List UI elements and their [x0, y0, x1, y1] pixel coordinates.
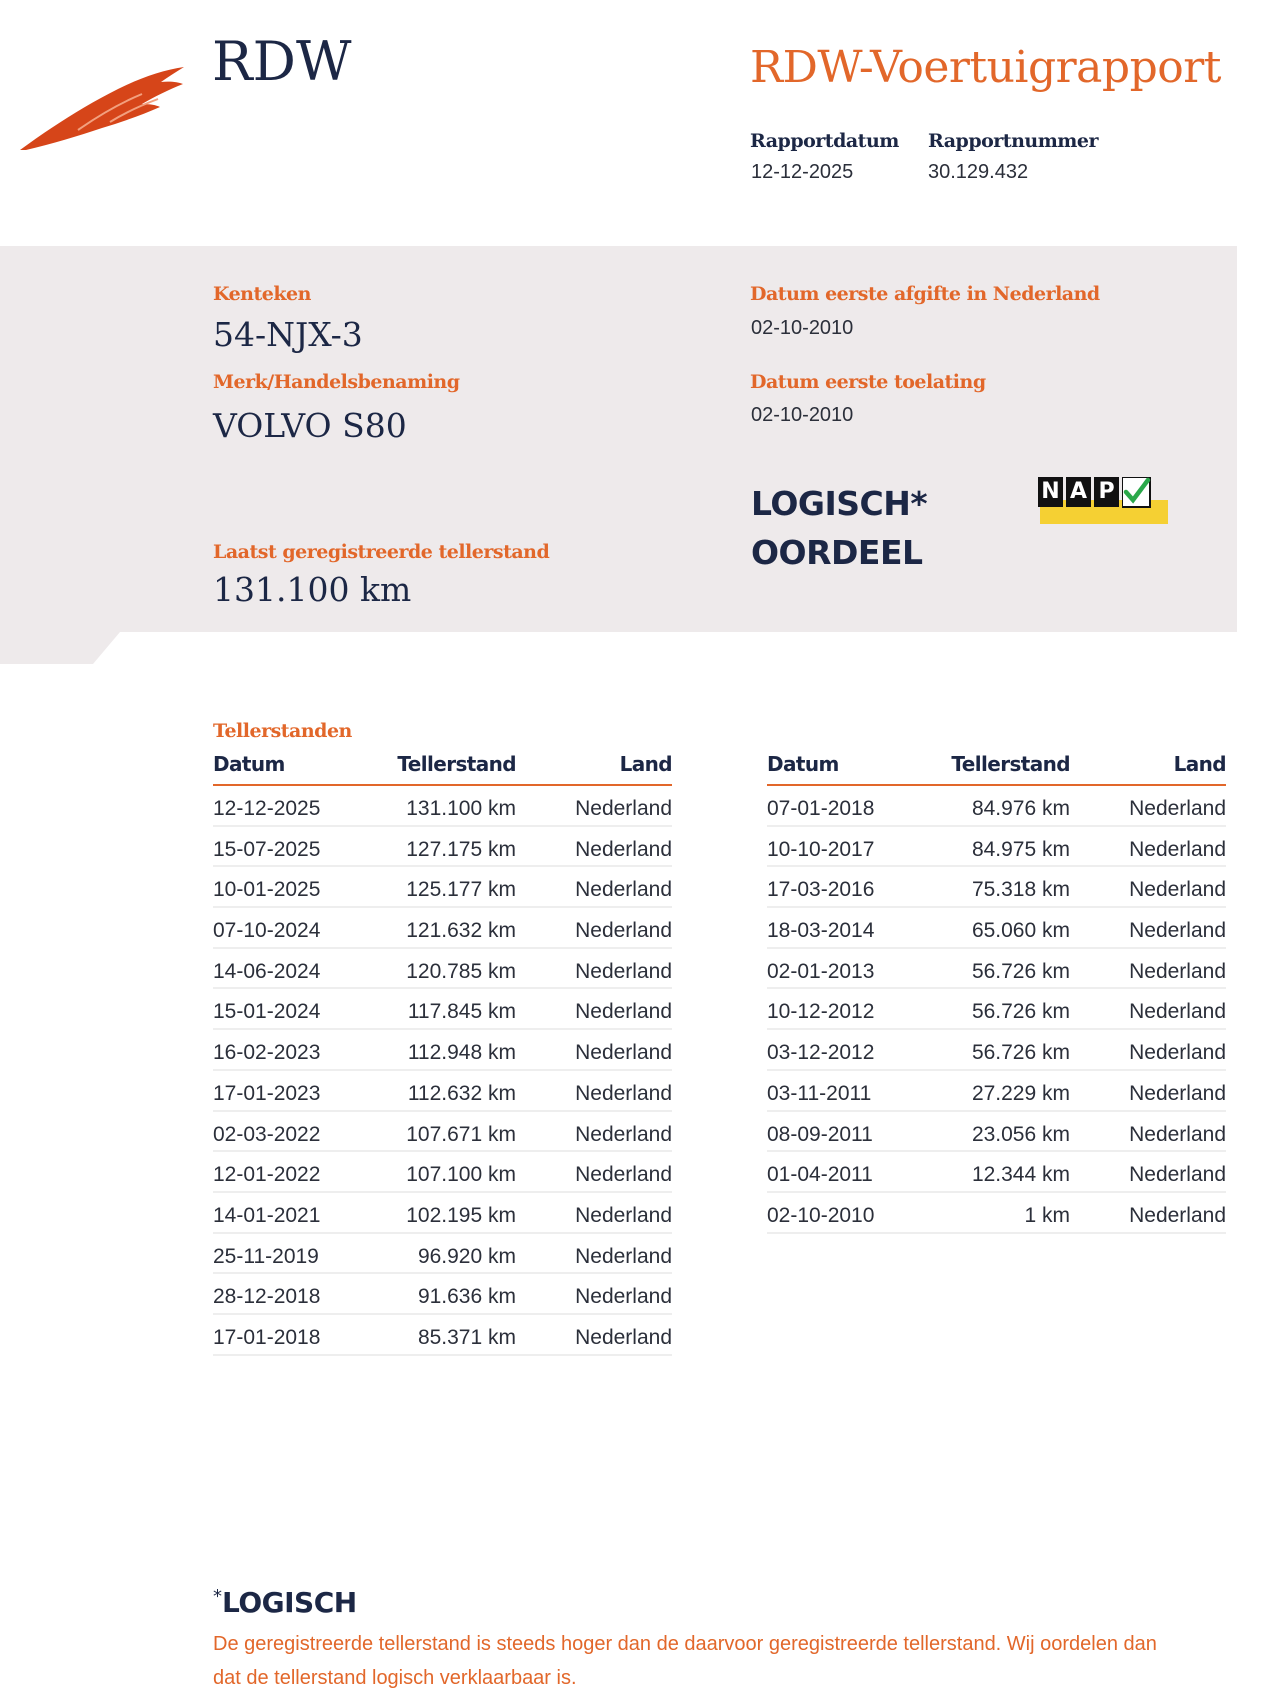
table-row: [213, 1071, 672, 1112]
row-date: 18-03-2014: [767, 919, 875, 943]
row-date: 17-01-2023: [213, 1081, 321, 1105]
first-issue-nl-label: Datum eerste afgifte in Nederland: [750, 283, 1100, 305]
table-row: [767, 1030, 1226, 1071]
row-country: Nederland: [1129, 797, 1226, 820]
footnote-text-line1: De geregistreerde tellerstand is steeds hoger dan de daarvoor geregistreerde tellerstand. Wij oordelen dan: [213, 1633, 1157, 1655]
row-date: 14-01-2021: [213, 1203, 321, 1227]
column-header-date: Datum: [767, 752, 839, 776]
table-row: [213, 1274, 672, 1315]
row-country: Nederland: [575, 1122, 672, 1146]
row-reading: 112.948 km: [407, 1041, 516, 1065]
row-country: Nederland: [575, 1203, 672, 1227]
logo-text: RDW: [212, 30, 352, 93]
report-number: 30.129.432: [928, 161, 1029, 183]
table-row: [213, 867, 672, 908]
table-row: [767, 827, 1226, 868]
row-reading: 65.060 km: [971, 919, 1070, 943]
plate-label: Kenteken: [213, 283, 311, 305]
table-row: [767, 786, 1226, 827]
table-row: [213, 1234, 672, 1275]
row-country: Nederland: [575, 1244, 672, 1268]
table-row: [213, 1030, 672, 1071]
report-date-label: Rapportdatum: [750, 130, 899, 152]
row-reading: 102.195 km: [406, 1203, 516, 1227]
verdict-line1: LOGISCH*: [751, 484, 928, 523]
table-row: [767, 1071, 1226, 1112]
row-country: Nederland: [1129, 1163, 1226, 1187]
table-row: [767, 1112, 1226, 1153]
plate-value: 54-NJX-3: [213, 315, 363, 354]
row-country: Nederland: [575, 1285, 672, 1309]
row-country: Nederland: [575, 797, 672, 820]
column-header-reading: Tellerstand: [397, 752, 516, 776]
table-row: [213, 1315, 672, 1356]
row-date: 28-12-2018: [213, 1285, 321, 1309]
column-header-date: Datum: [213, 752, 285, 776]
row-reading: 96.920 km: [417, 1244, 516, 1268]
row-date: 14-06-2024: [213, 959, 321, 983]
row-date: 12-01-2022: [213, 1163, 321, 1187]
row-country: Nederland: [1129, 1122, 1226, 1146]
table-row: [767, 1152, 1226, 1193]
row-reading: 127.175 km: [406, 837, 516, 861]
row-date: 17-01-2018: [213, 1325, 321, 1349]
row-date: 03-12-2012: [767, 1041, 875, 1065]
row-date: 15-01-2024: [213, 1000, 321, 1024]
row-reading: 56.726 km: [971, 1000, 1070, 1024]
first-admission-label: Datum eerste toelating: [750, 371, 986, 393]
row-country: Nederland: [575, 1081, 672, 1105]
row-date: 01-04-2011: [767, 1163, 873, 1187]
table-row: [213, 949, 672, 990]
footnote-heading: LOGISCH: [222, 1586, 357, 1619]
table-row: [213, 827, 672, 868]
table-row: [213, 786, 672, 827]
report-date: 12-12-2025: [751, 161, 854, 183]
vehicle-summary-panel: [0, 246, 1237, 664]
footnote-marker: *: [213, 1586, 222, 1607]
row-date: 16-02-2023: [213, 1041, 321, 1065]
odometer-section-title: Tellerstanden: [213, 720, 352, 742]
row-reading: 12.344 km: [971, 1163, 1070, 1187]
nap-letter: P: [1094, 477, 1119, 507]
row-reading: 23.056 km: [971, 1122, 1070, 1146]
table-row: [767, 867, 1226, 908]
row-reading: 107.671 km: [406, 1122, 516, 1146]
first-issue-nl-value: 02-10-2010: [751, 317, 854, 339]
row-country: Nederland: [575, 1325, 672, 1349]
row-country: Nederland: [575, 878, 672, 902]
table-row: [767, 989, 1226, 1030]
checkmark-icon: [1122, 477, 1152, 509]
row-reading: 75.318 km: [971, 878, 1070, 902]
row-reading: 121.632 km: [406, 919, 516, 943]
make-label: Merk/Handelsbenaming: [213, 371, 460, 393]
row-country: Nederland: [575, 837, 672, 861]
table-row: [767, 908, 1226, 949]
make-value: VOLVO S80: [213, 406, 407, 445]
row-country: Nederland: [575, 959, 672, 983]
table-header: [767, 750, 1226, 786]
table-row: [767, 949, 1226, 990]
last-odometer-label: Laatst geregistreerde tellerstand: [213, 541, 550, 563]
first-admission-value: 02-10-2010: [751, 404, 854, 426]
odometer-table-right: [767, 750, 1226, 1234]
last-odometer-value: 131.100 km: [213, 570, 412, 609]
row-country: Nederland: [575, 1163, 672, 1187]
rdw-logo-icon: [18, 62, 186, 154]
row-reading: 91.636 km: [417, 1285, 516, 1309]
row-date: 12-12-2025: [213, 797, 321, 820]
footnote-title: [213, 1586, 357, 1619]
row-reading: 27.229 km: [971, 1081, 1070, 1105]
verdict-line2: OORDEEL: [751, 533, 923, 572]
row-date: 10-10-2017: [767, 837, 875, 861]
row-country: Nederland: [1129, 1000, 1226, 1024]
column-header-country: Land: [619, 752, 672, 776]
row-reading: 117.845 km: [407, 1000, 516, 1024]
row-country: Nederland: [575, 1041, 672, 1065]
row-country: Nederland: [1129, 919, 1226, 943]
row-reading: 84.976 km: [971, 797, 1070, 820]
row-country: Nederland: [1129, 1041, 1226, 1065]
nap-badge: [1038, 477, 1168, 525]
row-date: 07-01-2018: [767, 797, 875, 820]
table-row: [213, 1193, 672, 1234]
row-reading: 56.726 km: [971, 1041, 1070, 1065]
row-reading: 131.100 km: [406, 797, 516, 820]
column-header-country: Land: [1173, 752, 1226, 776]
row-date: 15-07-2025: [213, 837, 321, 861]
row-reading: 107.100 km: [406, 1163, 516, 1187]
table-row: [213, 989, 672, 1030]
row-date: 03-11-2011: [767, 1081, 872, 1105]
table-row: [213, 1112, 672, 1153]
row-country: Nederland: [575, 919, 672, 943]
row-reading: 125.177 km: [406, 878, 516, 902]
report-number-label: Rapportnummer: [928, 130, 1099, 152]
row-reading: 56.726 km: [971, 959, 1070, 983]
row-country: Nederland: [1129, 1203, 1226, 1227]
row-country: Nederland: [1129, 837, 1226, 861]
row-country: Nederland: [1129, 1081, 1226, 1105]
footnote-text-line2: dat de tellerstand logisch verklaarbaar is.: [213, 1667, 577, 1689]
row-reading: 84.975 km: [971, 837, 1070, 861]
row-country: Nederland: [1129, 878, 1226, 902]
nap-letter: N: [1038, 477, 1063, 507]
row-date: 25-11-2019: [213, 1244, 319, 1268]
row-date: 02-10-2010: [767, 1203, 875, 1227]
row-date: 02-01-2013: [767, 959, 875, 983]
row-reading: 85.371 km: [417, 1325, 516, 1349]
row-country: Nederland: [575, 1000, 672, 1024]
row-date: 17-03-2016: [767, 878, 875, 902]
table-row: [767, 1193, 1226, 1234]
row-reading: 120.785 km: [406, 959, 516, 983]
column-header-reading: Tellerstand: [951, 752, 1070, 776]
nap-letter: A: [1066, 477, 1091, 507]
row-reading: 1 km: [1024, 1203, 1070, 1227]
row-reading: 112.632 km: [407, 1081, 516, 1105]
row-date: 02-03-2022: [213, 1122, 321, 1146]
odometer-table-left: [213, 750, 672, 1356]
row-date: 10-01-2025: [213, 878, 321, 902]
row-date: 10-12-2012: [767, 1000, 875, 1024]
row-date: 07-10-2024: [213, 919, 321, 943]
row-date: 08-09-2011: [767, 1122, 873, 1146]
row-country: Nederland: [1129, 959, 1226, 983]
table-header: [213, 750, 672, 786]
table-row: [213, 908, 672, 949]
report-title: RDW-Voertuigrapport: [750, 42, 1221, 93]
table-row: [213, 1152, 672, 1193]
